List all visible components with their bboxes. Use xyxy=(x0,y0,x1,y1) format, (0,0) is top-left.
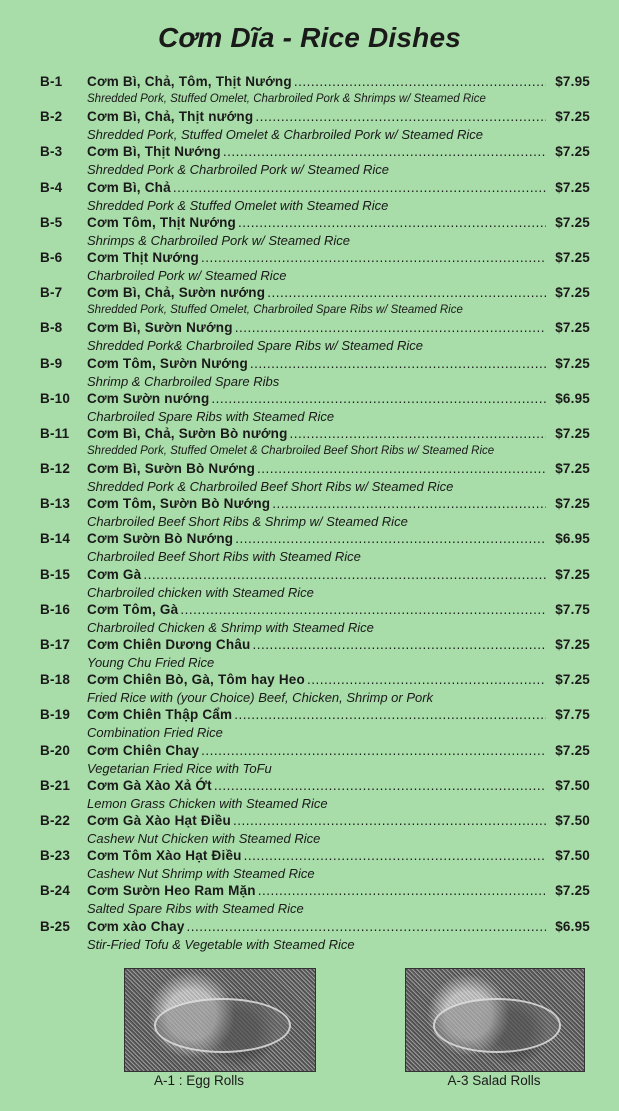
item-name: Cơm Tôm, Sườn Bò Nướng xyxy=(87,496,271,512)
menu-item xyxy=(40,426,590,461)
item-code: B-8 xyxy=(40,320,63,336)
menu-item xyxy=(40,356,590,391)
item-description: Shredded Pork & Stuffed Omelet with Steamed Rice xyxy=(87,197,389,213)
menu-item xyxy=(40,215,590,250)
menu-item xyxy=(40,74,590,109)
menu-item xyxy=(40,180,590,215)
salad-rolls-photo xyxy=(405,968,585,1072)
item-name: Cơm Bì, Sườn Nướng xyxy=(87,320,233,336)
egg-rolls-photo xyxy=(124,968,316,1072)
dot-leader xyxy=(294,74,546,89)
dot-leader xyxy=(257,461,546,476)
item-price: $6.95 xyxy=(555,390,590,406)
dot-leader xyxy=(255,109,546,124)
menu-item xyxy=(40,250,590,285)
menu-item-row xyxy=(40,743,590,760)
item-code: B-24 xyxy=(40,883,71,899)
item-code: B-23 xyxy=(40,848,71,864)
item-name: Cơm Bì, Chả, Tôm, Thịt Nướng xyxy=(87,74,292,89)
menu-item-row xyxy=(40,320,590,337)
menu-item xyxy=(40,285,590,320)
menu-item-row xyxy=(40,919,590,936)
menu-item xyxy=(40,778,590,813)
egg-rolls-caption: A-1 : Egg Rolls xyxy=(153,1073,245,1088)
item-code: B-2 xyxy=(40,109,63,125)
menu-item-row xyxy=(40,356,590,373)
item-name: Cơm Gà Xào Xả Ớt xyxy=(87,777,212,793)
menu-item-row xyxy=(40,180,590,197)
item-description: Shrimp & Charbroiled Spare Ribs xyxy=(87,373,280,389)
item-code: B-20 xyxy=(40,742,71,758)
item-price: $7.25 xyxy=(555,355,590,371)
item-code: B-7 xyxy=(40,285,63,301)
item-price: $7.50 xyxy=(555,777,590,793)
item-price: $7.25 xyxy=(555,144,590,160)
menu-item xyxy=(40,743,590,778)
item-code: B-9 xyxy=(40,355,63,371)
dot-leader xyxy=(187,919,546,934)
item-price: $7.25 xyxy=(555,249,590,265)
dot-leader xyxy=(238,215,546,230)
menu-list xyxy=(40,74,590,954)
item-name: Cơm xào Chay xyxy=(87,918,185,934)
menu-item xyxy=(40,883,590,918)
item-name: Cơm Bì, Chả xyxy=(87,179,171,195)
item-description: Shredded Pork, Stuffed Omelet, Charbroiled Spare Ribs w/ Steamed Rice xyxy=(87,304,463,317)
dot-leader xyxy=(267,285,546,300)
item-price: $7.25 xyxy=(555,214,590,230)
item-name: Cơm Chiên Dương Châu xyxy=(87,637,251,652)
item-price: $7.25 xyxy=(555,425,590,441)
item-description: Charbroiled Beef Short Ribs with Steamed Rice xyxy=(87,549,361,565)
item-name: Cơm Chiên Chay xyxy=(87,742,200,758)
item-price: $7.25 xyxy=(555,320,590,336)
item-description: Charbroiled Beef Short Ribs & Shrimp w/ Steamed Rice xyxy=(87,514,408,530)
item-description: Fried Rice with (your Choice) Beef, Chicken, Shrimp or Pork xyxy=(87,690,434,706)
dot-leader xyxy=(201,250,546,265)
menu-item-row xyxy=(40,285,590,302)
item-code: B-1 xyxy=(40,74,63,89)
menu-item xyxy=(40,672,590,707)
item-name: Cơm Bì, Sườn Bò Nướng xyxy=(87,461,256,477)
page-title: Cơm Dĩa - Rice Dishes xyxy=(157,22,462,53)
item-code: B-15 xyxy=(40,566,71,582)
item-price: $7.25 xyxy=(555,637,590,652)
item-code: B-14 xyxy=(40,531,71,547)
dot-leader xyxy=(173,180,546,195)
item-description: Salted Spare Ribs with Steamed Rice xyxy=(87,901,304,917)
item-description: Shredded Pork, Stuffed Omelet & Charbroiled Pork w/ Steamed Rice xyxy=(87,127,483,143)
dot-leader xyxy=(272,496,546,511)
item-code: B-6 xyxy=(40,249,63,265)
item-name: Cơm Chiên Bò, Gà, Tôm hay Heo xyxy=(87,672,305,688)
item-name: Cơm Thịt Nướng xyxy=(87,249,200,265)
menu-item xyxy=(40,567,590,602)
menu-item-row xyxy=(40,848,590,865)
dot-leader xyxy=(290,426,546,441)
dot-leader xyxy=(244,848,546,863)
item-code: B-19 xyxy=(40,707,71,723)
item-description: Cashew Nut Chicken with Steamed Rice xyxy=(87,830,321,846)
menu-item-row xyxy=(40,109,590,126)
menu-item-row xyxy=(40,637,590,654)
item-price: $7.75 xyxy=(555,601,590,617)
item-description: Lemon Grass Chicken with Steamed Rice xyxy=(87,795,328,811)
item-name: Cơm Sườn nướng xyxy=(87,390,210,406)
menu-item-row xyxy=(40,778,590,795)
item-price: $7.25 xyxy=(555,109,590,125)
item-code: B-11 xyxy=(40,425,70,441)
item-name: Cơm Tôm Xào Hạt Điều xyxy=(87,848,242,864)
item-price: $7.50 xyxy=(555,848,590,864)
item-name: Cơm Bì, Thịt Nướng xyxy=(87,144,221,160)
item-price: $7.25 xyxy=(555,179,590,195)
menu-item-row xyxy=(40,602,590,619)
menu-item xyxy=(40,707,590,742)
item-price: $7.25 xyxy=(555,672,590,688)
item-price: $7.25 xyxy=(555,883,590,899)
item-name: Cơm Tôm, Sườn Nướng xyxy=(87,355,248,371)
menu-item-row xyxy=(40,567,590,584)
menu-item-row xyxy=(40,707,590,724)
item-code: B-17 xyxy=(40,637,71,652)
menu-item-row xyxy=(40,426,590,443)
menu-item-row xyxy=(40,250,590,267)
menu-item-row xyxy=(40,883,590,900)
item-code: B-12 xyxy=(40,461,71,477)
menu-item xyxy=(40,919,590,954)
item-description: Young Chu Fried Rice xyxy=(87,655,215,670)
item-price: $6.95 xyxy=(555,918,590,934)
dot-leader xyxy=(214,778,546,793)
menu-item xyxy=(40,391,590,426)
menu-item xyxy=(40,144,590,179)
dot-leader xyxy=(201,743,546,758)
dot-leader xyxy=(211,391,546,406)
item-code: B-16 xyxy=(40,601,71,617)
item-price: $7.50 xyxy=(555,812,590,828)
item-description: Shredded Pork, Stuffed Omelet & Charbroiled Beef Short Ribs w/ Steamed Rice xyxy=(87,444,495,457)
item-description: Vegetarian Fried Rice with ToFu xyxy=(87,760,272,776)
dot-leader xyxy=(258,883,546,898)
dot-leader xyxy=(180,602,546,617)
item-description: Combination Fried Rice xyxy=(87,725,223,741)
menu-item-row xyxy=(40,813,590,830)
item-name: Cơm Tôm, Gà xyxy=(87,601,179,617)
item-description: Cashew Nut Shrimp with Steamed Rice xyxy=(87,866,315,882)
item-code: B-10 xyxy=(40,390,71,406)
item-name: Cơm Sườn Bò Nướng xyxy=(87,531,234,547)
item-name: Cơm Gà Xào Hạt Điều xyxy=(87,812,231,828)
item-description: Shredded Pork& Charbroiled Spare Ribs w/ Steamed Rice xyxy=(87,338,424,354)
item-description: Shredded Pork, Stuffed Omelet, Charbroiled Pork & Shrimps w/ Steamed Rice xyxy=(87,93,486,105)
dot-leader xyxy=(252,637,546,652)
item-name: Cơm Gà xyxy=(87,566,142,582)
item-description: Charbroiled Pork w/ Steamed Rice xyxy=(87,267,287,283)
item-description: Charbroiled Chicken & Shrimp with Steamed Rice xyxy=(87,619,374,635)
item-price: $7.75 xyxy=(555,707,590,723)
dot-leader xyxy=(250,356,546,371)
menu-item xyxy=(40,320,590,355)
item-name: Cơm Bì, Chả, Sườn Bò nướng xyxy=(87,425,288,441)
menu-item-row xyxy=(40,496,590,513)
item-description: Charbroiled Spare Ribs with Steamed Rice xyxy=(87,408,335,424)
item-description: Charbroiled chicken with Steamed Rice xyxy=(87,584,314,600)
item-price: $7.95 xyxy=(555,74,590,89)
item-code: B-25 xyxy=(40,918,71,934)
item-code: B-5 xyxy=(40,214,63,230)
item-description: Shrimps & Charbroiled Pork w/ Steamed Rice xyxy=(87,232,350,248)
menu-item xyxy=(40,848,590,883)
item-description: Stir-Fried Tofu & Vegetable with Steamed Rice xyxy=(87,936,355,952)
item-name: Cơm Bì, Chả, Thịt nướng xyxy=(87,109,254,125)
menu-item xyxy=(40,602,590,637)
item-price: $7.25 xyxy=(555,566,590,582)
item-price: $6.95 xyxy=(555,531,590,547)
menu-item xyxy=(40,461,590,496)
item-code: B-18 xyxy=(40,672,71,688)
menu-item xyxy=(40,813,590,848)
item-name: Cơm Chiên Thập Cẩm xyxy=(87,707,233,723)
menu-item xyxy=(40,637,590,672)
dot-leader xyxy=(235,320,546,335)
item-name: Cơm Tôm, Thịt Nướng xyxy=(87,214,237,230)
item-price: $7.25 xyxy=(555,742,590,758)
item-description: Shredded Pork & Charbroiled Beef Short Ribs w/ Steamed Rice xyxy=(87,479,454,495)
menu-item xyxy=(40,496,590,531)
menu-item-row xyxy=(40,391,590,408)
item-code: B-4 xyxy=(40,179,63,195)
menu-item-row xyxy=(40,531,590,548)
item-code: B-21 xyxy=(40,777,71,793)
menu-item-row xyxy=(40,461,590,478)
item-price: $7.25 xyxy=(555,496,590,512)
dot-leader xyxy=(143,567,546,582)
menu-item-row xyxy=(40,144,590,161)
menu-item xyxy=(40,109,590,144)
item-price: $7.25 xyxy=(555,285,590,301)
dot-leader xyxy=(307,672,546,687)
menu-item-row xyxy=(40,74,590,91)
menu-item-row xyxy=(40,672,590,689)
dot-leader xyxy=(234,707,546,722)
item-price: $7.25 xyxy=(555,461,590,477)
item-code: B-13 xyxy=(40,496,71,512)
item-code: B-22 xyxy=(40,812,71,828)
item-description: Shredded Pork & Charbroiled Pork w/ Steamed Rice xyxy=(87,162,390,178)
dot-leader xyxy=(223,144,546,159)
menu-item-row xyxy=(40,215,590,232)
dot-leader xyxy=(235,531,546,546)
dot-leader xyxy=(233,813,546,828)
salad-rolls-caption: A-3 Salad Rolls xyxy=(447,1073,541,1088)
item-code: B-3 xyxy=(40,144,63,160)
item-name: Cơm Sườn Heo Ram Mặn xyxy=(87,883,256,899)
item-name: Cơm Bì, Chả, Sườn nướng xyxy=(87,285,266,301)
menu-item xyxy=(40,531,590,566)
